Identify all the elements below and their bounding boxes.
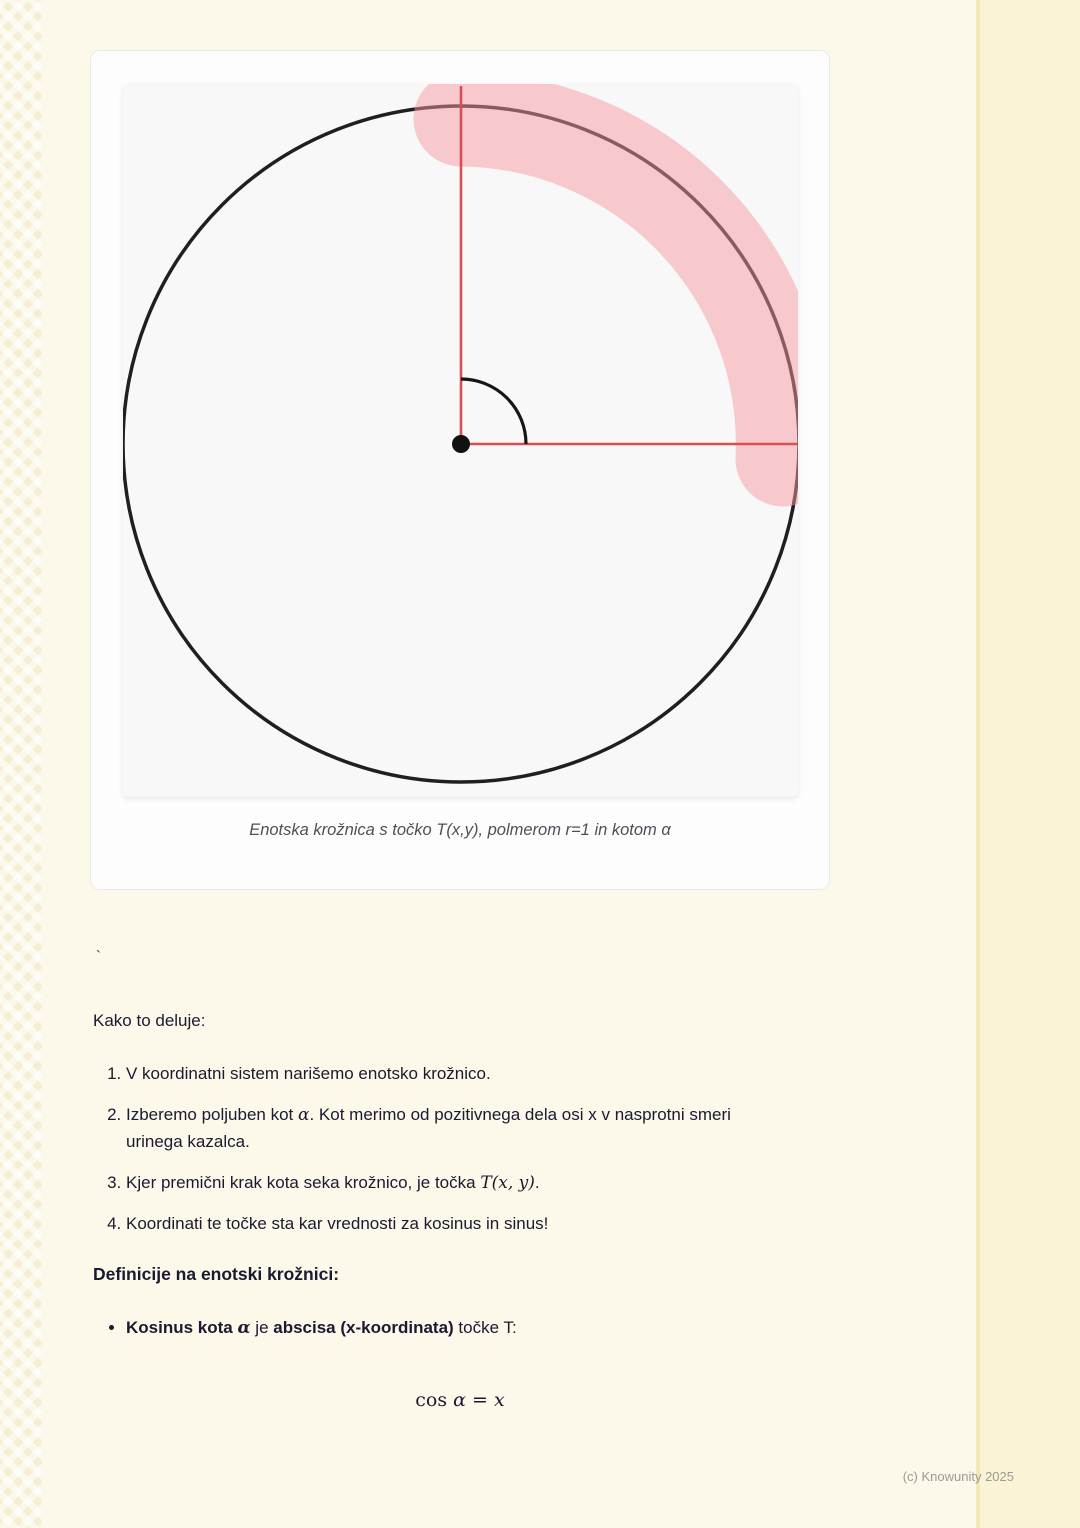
formula-alpha: α: [453, 1389, 466, 1412]
list-item: [126, 1170, 764, 1196]
center-point: [452, 435, 470, 453]
cosine-formula: [90, 1389, 830, 1411]
step-text: Kjer premični krak kota seka krožnico, je točka: [126, 1173, 481, 1193]
definitions-heading: Definicije na enotski krožnici:: [93, 1263, 340, 1284]
definition-text-bold: abscisa (x-koordinata): [273, 1317, 454, 1337]
stray-backtick: `: [96, 948, 101, 965]
angle-arc: [461, 379, 526, 444]
page-margin-strip: [976, 0, 1080, 1528]
definition-text: točke T:: [453, 1317, 517, 1337]
step-text: Koordinati te točke sta kar vrednosti za kosinus in sinus!: [126, 1214, 549, 1234]
figure-card: [90, 50, 830, 890]
step-text: V koordinatni sistem narišemo enotsko krožnico.: [126, 1064, 491, 1083]
highlight-arc: [461, 119, 783, 459]
formula-cos: cos: [415, 1389, 454, 1412]
figure-caption: Enotska krožnica s točko T(x,y), polmerom r=1 in kotom α: [249, 821, 671, 839]
torn-paper-edge: [0, 0, 42, 1528]
definition-text: je: [250, 1317, 274, 1337]
copyright-notice: (c) Knowunity 2025: [902, 1469, 1014, 1484]
list-item: [126, 1211, 764, 1237]
step-text: .: [534, 1173, 540, 1193]
math-alpha: α: [298, 1105, 310, 1126]
document-body: [90, 50, 830, 1411]
definitions-list: [104, 1315, 764, 1342]
list-item: [126, 1061, 764, 1087]
list-item: [126, 1315, 764, 1342]
math-point-T: T(x, y): [480, 1173, 535, 1194]
unit-circle-figure: [123, 84, 798, 797]
math-alpha: α: [237, 1317, 251, 1338]
list-item: [126, 1102, 764, 1155]
formula-x: x: [494, 1389, 505, 1412]
formula-equals: =: [466, 1389, 494, 1412]
step-text: Izberemo poljuben kot: [126, 1105, 298, 1125]
unit-circle-svg: [123, 84, 798, 797]
intro-text: Kako to deluje:: [93, 1011, 206, 1030]
definition-text-bold: Kosinus kota: [126, 1317, 238, 1337]
step-text: . Kot merimo od pozitivnega dela osi x v nasprotni smeri urinega kazalca.: [126, 1105, 731, 1151]
steps-list: [104, 1061, 764, 1238]
